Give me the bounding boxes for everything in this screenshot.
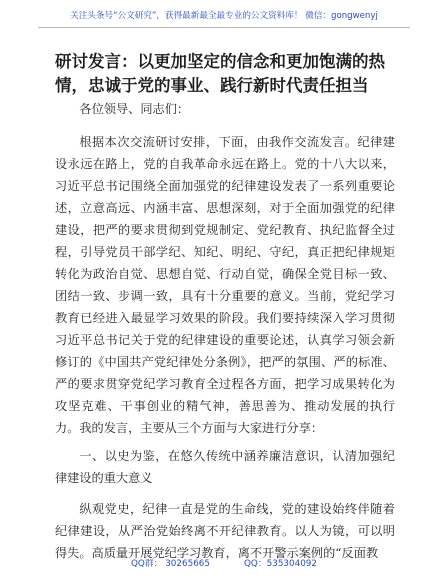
footer-qq-group: QQ群： 30265665 (130, 559, 210, 569)
body-paragraph: 纵观党史，纪律一直是党的生命线，党的建设始终伴随着纪律建设，从严治党始终离不开纪律教育。以人为镜，可以明得失。高质量开展党纪学习教育，离不开警示案例的“反面教 (55, 502, 395, 560)
document-body (55, 98, 395, 570)
footer-contact-note (0, 558, 448, 570)
footer-qq-number: QQ：535304092 (243, 559, 318, 569)
header-divider (38, 27, 410, 28)
salutation-paragraph: 各位领导、同志们： (79, 102, 190, 116)
document-title: 研讨发言：以更加坚定的信念和更加饱满的热情，忠诚于党的事业、践行新时代责任担当 (55, 52, 385, 95)
section-heading-1: 一、以史为鉴，在悠久传统中涵养廉洁意识，认清加强纪律建设的重大意义 (55, 449, 395, 485)
intro-paragraph: 根据本次交流研讨安排，下面，由我作交流发言。纪律建设永远在路上，党的自我革命永远在路上。党的十八大以来，习近平总书记围绕全面加强党的纪律建设发表了一系列重要论述，立意高远、内涵丰富、思想深刻，对于全面加强党的纪律建设，把严的要求贯彻到党规制定、党纪教育、执纪监督全过程，引导党员干部学纪、知纪、明纪、守纪，真正把纪律规矩转化为政治自觉、思想自觉、行动自觉，确保全党目标一致、团结一致、步调一致，具有十分重要的意义。当前，党纪学习教育已经进入最显学习效果的阶段。我们要持续深入学习贯彻习近平总书记关于党的纪律建设的重要论述，认真学习领会新修订的《中国共产党纪律处分条例》，把严的氛围、严的标准、严的要求贯穿党纪学习教育全过程各方面，把学习成果转化为攻坚克难、干事创业的精气神，善思善为、推动发展的执行力。我的发言，主要从三个方面与大家进行分享： (55, 135, 395, 435)
header-promo-note: 关注头条号“公文研究”，获得最新最全最专业的公文资料库！ 微信：gongwenyj (70, 11, 378, 21)
